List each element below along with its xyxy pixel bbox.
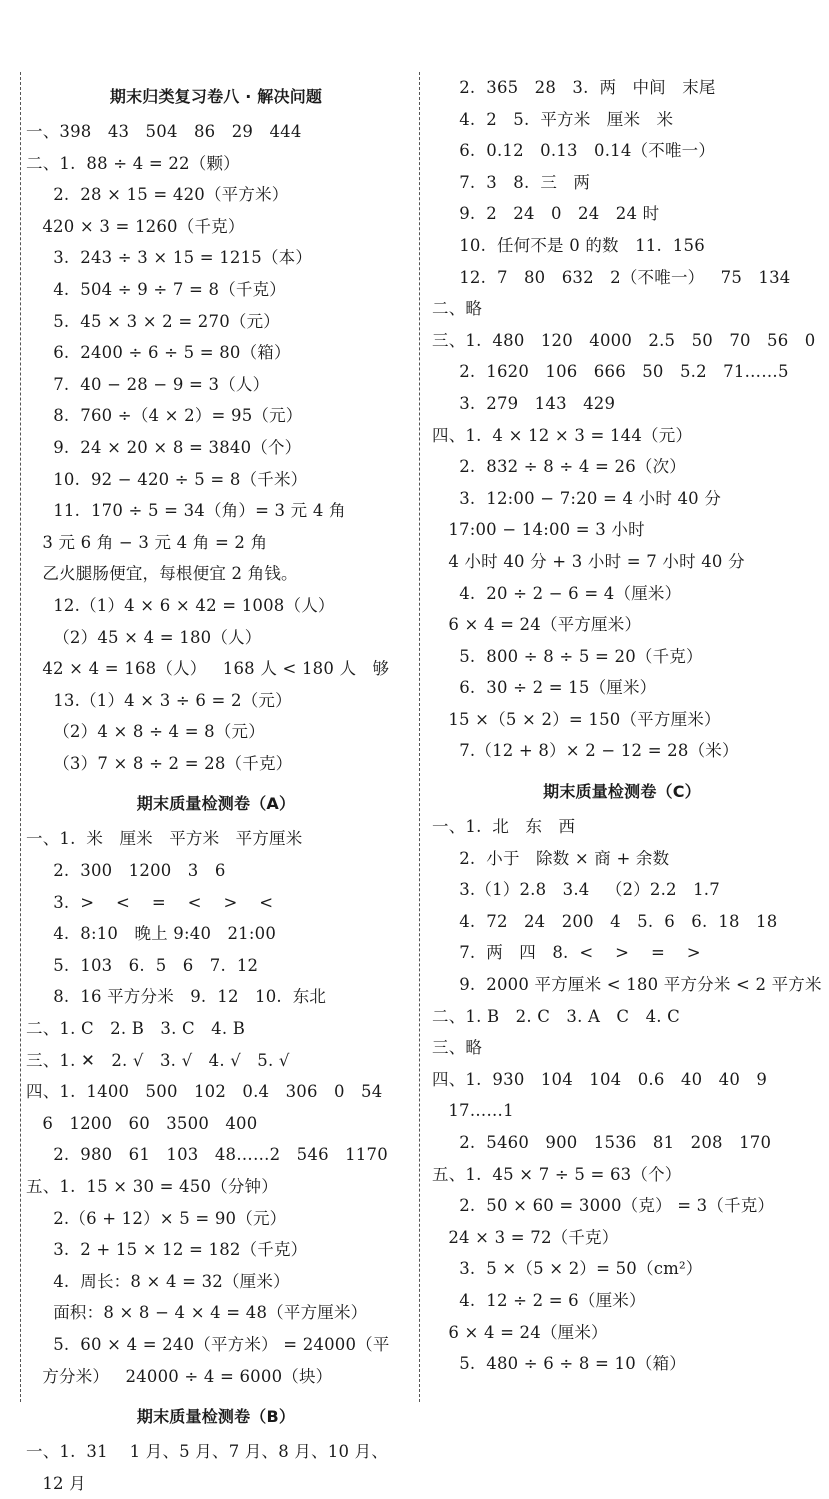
answer-line: 4. 2 5. 平方米 厘米 米 xyxy=(432,109,674,129)
answer-line: 2. 小于 除数 × 商 + 余数 xyxy=(432,848,670,868)
answer-line: 7.（12 + 8）× 2 − 12 = 28（米） xyxy=(432,741,739,761)
answer-line: 3 元 6 角 − 3 元 4 角 = 2 角 xyxy=(26,532,268,552)
answer-line: 42 × 4 = 168（人） 168 人 < 180 人 够 xyxy=(26,659,390,679)
answer-line: 15 ×（5 × 2）= 150（平方厘米） xyxy=(432,709,721,729)
answer-line: 2. 832 ÷ 8 ÷ 4 = 26（次） xyxy=(432,457,686,477)
answer-line: 5. 480 ÷ 6 ÷ 8 = 10（箱） xyxy=(432,1354,686,1374)
right-column xyxy=(432,72,822,1380)
section-title: 期末归类复习卷八 · 解决问题 xyxy=(109,87,323,106)
answer-line: 2. 1620 106 666 50 5.2 71……5 xyxy=(432,362,789,382)
answer-line: 10. 92 − 420 ÷ 5 = 8（千米） xyxy=(26,469,308,489)
answer-line: 方分米） 24000 ÷ 4 = 6000（块） xyxy=(26,1366,333,1386)
answer-line: 3. 2 + 15 × 12 = 182（千克） xyxy=(26,1240,308,1260)
answer-line: （2）4 × 8 ÷ 4 = 8（元） xyxy=(26,722,265,742)
answer-line: 11. 170 ÷ 5 = 34（角）= 3 元 4 角 xyxy=(26,501,346,521)
section-title: 期末质量检测卷（C） xyxy=(543,782,701,802)
answer-line: 二、略 xyxy=(432,299,483,319)
answer-line: 四、1. 1400 500 102 0.4 306 0 54 xyxy=(26,1082,383,1102)
answer-line: 2. 28 × 15 = 420（平方米） xyxy=(26,185,289,205)
answer-line: 2.（6 + 12）× 5 = 90（元） xyxy=(26,1208,287,1228)
answer-line: 4. 12 ÷ 2 = 6（厘米） xyxy=(432,1290,646,1310)
answer-line: 二、1. 88 ÷ 4 = 22（颗） xyxy=(26,153,240,173)
answer-line: 五、1. 45 × 7 ÷ 5 = 63（个） xyxy=(432,1164,682,1184)
answer-line: 6 × 4 = 24（平方厘米） xyxy=(432,615,642,635)
answer-line: 3. 279 143 429 xyxy=(432,393,616,413)
answer-line: 8. 760 ÷（4 × 2）= 95（元） xyxy=(26,406,303,426)
answer-line: 4. 72 24 200 4 5. 6 6. 18 18 xyxy=(432,911,778,931)
answer-line: 5. 103 6. 5 6 7. 12 xyxy=(26,955,259,975)
answer-line: 6 1200 60 3500 400 xyxy=(26,1113,258,1133)
answer-line: 二、1. B 2. C 3. A C 4. C xyxy=(432,1006,681,1026)
answer-line: （2）45 × 4 = 180（人） xyxy=(26,627,262,647)
answer-line: 6. 2400 ÷ 6 ÷ 5 = 80（箱） xyxy=(26,343,291,363)
answer-line: 四、1. 930 104 104 0.6 40 40 9 xyxy=(432,1069,768,1089)
answer-line: 一、1. 米 厘米 平方米 平方厘米 xyxy=(26,829,303,849)
answer-line: 2. 980 61 103 48……2 546 1170 xyxy=(26,1145,388,1165)
answer-line: （3）7 × 8 ÷ 2 = 28（千克） xyxy=(26,753,293,773)
answer-line: 24 × 3 = 72（千克） xyxy=(432,1227,619,1247)
answer-line: 7. 3 8. 三 两 xyxy=(432,172,591,192)
answer-line: 13.（1）4 × 3 ÷ 6 = 2（元） xyxy=(26,690,292,710)
answer-line: 5. 60 × 4 = 240（平方米） = 24000（平 xyxy=(26,1334,390,1354)
answer-line: 9. 24 × 20 × 8 = 3840（个） xyxy=(26,437,302,457)
answer-line: 6. 30 ÷ 2 = 15（厘米） xyxy=(432,678,657,698)
answer-line: 6 × 4 = 24（厘米） xyxy=(432,1322,608,1342)
answer-line: 2. 300 1200 3 6 xyxy=(26,861,226,881)
left-margin-divider xyxy=(20,72,21,1402)
section-title: 期末质量检测卷（B） xyxy=(136,1407,296,1427)
answer-line: 12.（1）4 × 6 × 42 = 1008（人） xyxy=(26,595,335,615)
answer-line: 9. 2 24 0 24 24 时 xyxy=(432,204,660,224)
column-divider xyxy=(419,72,420,1402)
answer-line: 9. 2000 平方厘米 < 180 平方分米 < 2 平方米 xyxy=(432,975,822,995)
answer-line: 4. 20 ÷ 2 − 6 = 4（厘米） xyxy=(432,583,682,603)
answer-line: 17:00 − 14:00 = 3 小时 xyxy=(432,520,645,540)
answer-line: 4. 8:10 晚上 9:40 21:00 xyxy=(26,924,277,944)
answer-line: 4. 周长：8 × 4 = 32（厘米） xyxy=(26,1271,290,1291)
section-title: 期末质量检测卷（A） xyxy=(136,794,296,814)
answer-line: 4. 504 ÷ 9 ÷ 7 = 8（千克） xyxy=(26,279,286,299)
answer-line: 3. 243 ÷ 3 × 15 = 1215（本） xyxy=(26,248,313,268)
answer-line: 三、1. ✕ 2. √ 3. √ 4. √ 5. √ xyxy=(26,1050,290,1070)
answer-line: 17……1 xyxy=(432,1101,514,1121)
answer-line: 一、398 43 504 86 29 444 xyxy=(26,122,302,141)
answer-line: 8. 16 平方分米 9. 12 10. 东北 xyxy=(26,987,327,1007)
answer-line: 乙火腿肠便宜，每根便宜 2 角钱。 xyxy=(26,564,298,584)
answer-line: 2. 5460 900 1536 81 208 170 xyxy=(432,1133,772,1152)
answer-line: 5. 45 × 3 × 2 = 270（元） xyxy=(26,311,280,331)
answer-line: 2. 50 × 60 = 3000（克） = 3（千克） xyxy=(432,1196,775,1216)
answer-line: 3.（1）2.8 3.4 （2）2.2 1.7 xyxy=(432,880,720,900)
answer-line: 420 × 3 = 1260（千克） xyxy=(26,216,245,236)
answer-line: 3. 5 ×（5 × 2）= 50（cm²） xyxy=(432,1259,703,1279)
answer-line: 面积：8 × 8 − 4 × 4 = 48（平方厘米） xyxy=(26,1303,368,1323)
answer-line: 一、1. 31 1 月、5 月、7 月、8 月、10 月、 xyxy=(26,1442,389,1462)
left-column xyxy=(26,72,406,1499)
answer-line: 7. 40 − 28 − 9 = 3（人） xyxy=(26,374,270,394)
answer-line: 6. 0.12 0.13 0.14（不唯一） xyxy=(432,141,716,161)
answer-line: 三、1. 480 120 4000 2.5 50 70 56 0 xyxy=(432,330,816,350)
answer-line: 三、略 xyxy=(432,1038,483,1058)
answer-line: 3. > < = < > < xyxy=(26,892,274,912)
answer-line: 五、1. 15 × 30 = 450（分钟） xyxy=(26,1177,278,1196)
answer-line: 7. 两 四 8. < > = > xyxy=(432,943,701,963)
answer-line: 四、1. 4 × 12 × 3 = 144（元） xyxy=(432,425,693,445)
answer-line: 二、1. C 2. B 3. C 4. B xyxy=(26,1019,246,1039)
answer-line: 10. 任何不是 0 的数 11. 156 xyxy=(432,235,705,255)
answer-line: 12 月 xyxy=(26,1473,86,1493)
answer-line: 12. 7 80 632 2（不唯一） 75 134 xyxy=(432,267,791,287)
answer-line: 3. 12:00 − 7:20 = 4 小时 40 分 xyxy=(432,488,722,508)
answer-line: 2. 365 28 3. 两 中间 末尾 xyxy=(432,78,716,97)
answer-line: 一、1. 北 东 西 xyxy=(432,817,576,837)
answer-line: 5. 800 ÷ 8 ÷ 5 = 20（千克） xyxy=(432,646,703,666)
answer-line: 4 小时 40 分 + 3 小时 = 7 小时 40 分 xyxy=(432,551,745,571)
